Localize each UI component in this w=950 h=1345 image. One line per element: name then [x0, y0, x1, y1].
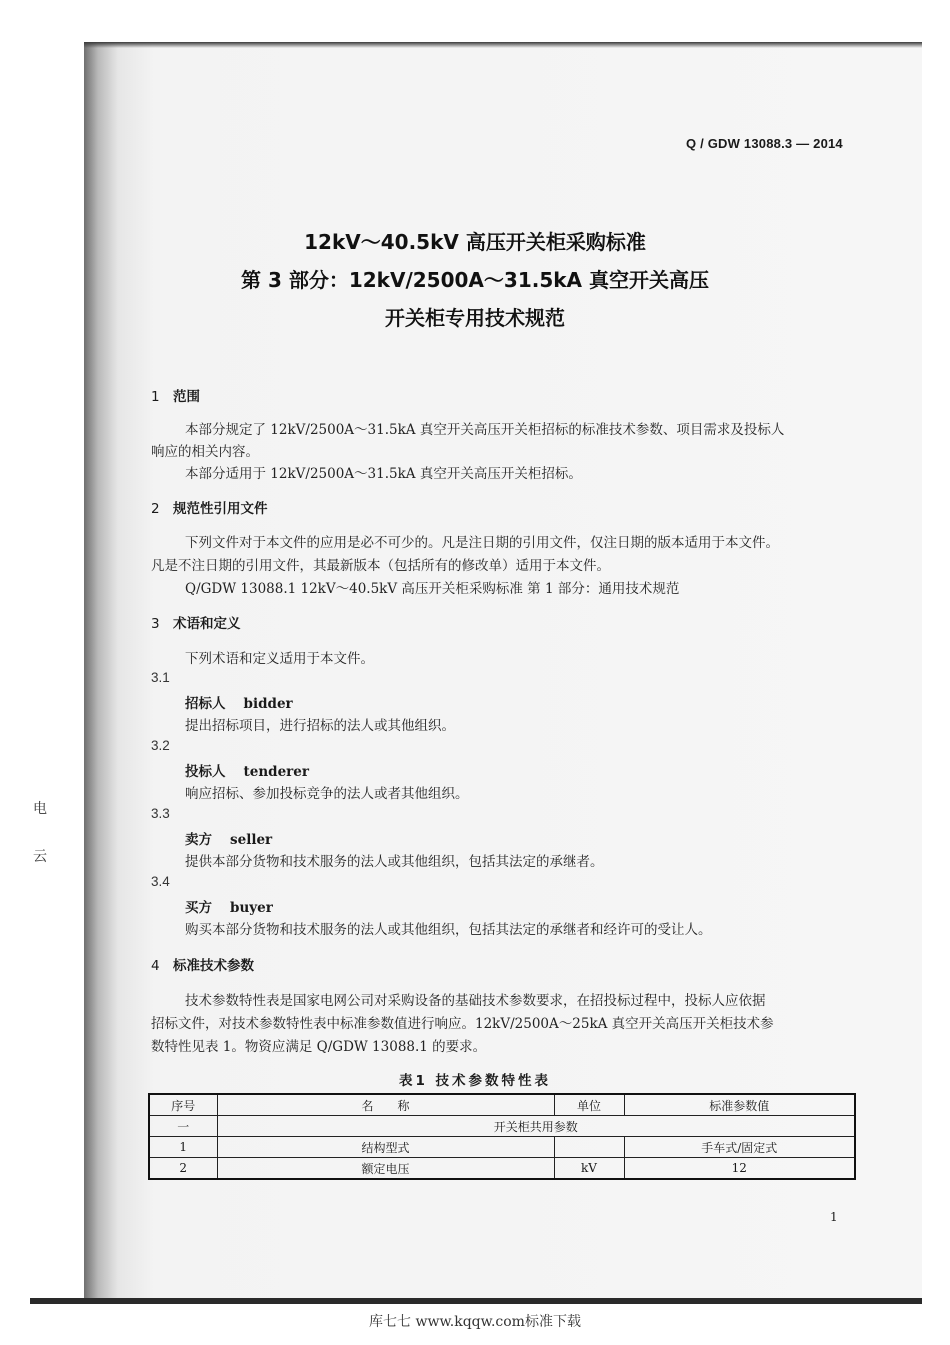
- technical-parameters-table: [148, 1093, 856, 1180]
- term-definition: 提出招标项目，进行招标的法人或其他组织。: [185, 718, 455, 734]
- section-title: 标准技术参数: [173, 958, 254, 974]
- paragraph: 下列术语和定义适用于本文件。: [185, 651, 374, 667]
- section-title: 规范性引用文件: [173, 501, 268, 517]
- table-cell: kV: [554, 1158, 624, 1180]
- clause-number: 3.1: [151, 670, 170, 685]
- clause-number: 3.4: [151, 874, 170, 889]
- footer-watermark: 库七七 www.kqqw.com标准下载: [369, 1314, 581, 1330]
- table-cell: 一: [149, 1116, 217, 1137]
- header-cell: 单位: [554, 1094, 624, 1116]
- paragraph: 下列文件对于本文件的应用是必不可少的。凡是注日期的引用文件，仅注日期的版本适用于本文件。: [185, 535, 779, 551]
- section-number: 1: [151, 389, 160, 405]
- page-number: 1: [830, 1210, 838, 1224]
- term-en: bidder: [243, 696, 293, 712]
- title-line-1: 12kV～40.5kV 高压开关柜采购标准: [304, 230, 646, 254]
- section-number: 4: [151, 958, 160, 974]
- section-title: 术语和定义: [173, 616, 241, 632]
- section-2-heading: [151, 497, 268, 517]
- paragraph: 招标文件，对技术参数特性表中标准参数值进行响应。12kV/2500A～25kA 真空开关高压开关柜技术参: [151, 1016, 774, 1032]
- clause-number: 3.2: [151, 738, 170, 753]
- term-definition: 响应招标、参加投标竞争的法人或者其他组织。: [185, 786, 469, 802]
- table-cell: 额定电压: [217, 1158, 554, 1180]
- header-cell: 名 称: [217, 1094, 554, 1116]
- table-cell: 手车式/固定式: [624, 1137, 855, 1158]
- table-group-row: [149, 1116, 855, 1137]
- term-definition: 提供本部分货物和技术服务的法人或其他组织，包括其法定的承继者。: [185, 854, 604, 870]
- table-cell: 开关柜共用参数: [217, 1116, 855, 1137]
- header-cell: 标准参数值: [624, 1094, 855, 1116]
- table-cell: 结构型式: [217, 1137, 554, 1158]
- paragraph: 响应的相关内容。: [151, 444, 259, 460]
- margin-mark: 电: [33, 801, 47, 817]
- term-zh: 投标人: [185, 764, 226, 780]
- term-en: seller: [230, 832, 273, 848]
- paragraph: 凡是不注日期的引用文件，其最新版本（包括所有的修改单）适用于本文件。: [151, 558, 610, 574]
- title-line-3: 开关柜专用技术规范: [385, 306, 565, 330]
- section-title: 范围: [173, 389, 200, 405]
- section-1-heading: [151, 385, 200, 405]
- section-number: 2: [151, 501, 160, 517]
- table-row: [149, 1158, 855, 1180]
- paragraph: 本部分规定了 12kV/2500A～31.5kA 真空开关高压开关柜招标的标准技术参数、项目需求及投标人: [185, 422, 785, 438]
- scan-bottom-edge: [30, 1298, 922, 1304]
- section-4-heading: [151, 954, 254, 974]
- term-zh: 招标人: [185, 696, 226, 712]
- section-3-heading: [151, 612, 241, 632]
- term-definition: 购买本部分货物和技术服务的法人或其他组织，包括其法定的承继者和经许可的受让人。: [185, 922, 712, 938]
- clause-number: 3.3: [151, 806, 170, 821]
- normative-reference: Q/GDW 13088.1 12kV～40.5kV 高压开关柜采购标准 第 1 部分：通用技术规范: [185, 581, 680, 597]
- table-caption: 表1 技术参数特性表: [398, 1073, 552, 1089]
- term-heading: [185, 828, 272, 848]
- document-code: Q / GDW 13088.3 — 2014: [686, 136, 843, 151]
- term-heading: [185, 692, 293, 712]
- table-cell: 1: [149, 1137, 217, 1158]
- paragraph: 本部分适用于 12kV/2500A～31.5kA 真空开关高压开关柜招标。: [185, 466, 582, 482]
- section-number: 3: [151, 616, 160, 632]
- term-heading: [185, 760, 309, 780]
- paragraph: 数特性见表 1。物资应满足 Q/GDW 13088.1 的要求。: [151, 1039, 487, 1055]
- table-cell: 2: [149, 1158, 217, 1180]
- table-header-row: [149, 1094, 855, 1116]
- table-row: [149, 1137, 855, 1158]
- header-cell: 序号: [149, 1094, 217, 1116]
- term-zh: 买方: [185, 900, 212, 916]
- term-en: buyer: [230, 900, 273, 916]
- table-cell: 12: [624, 1158, 855, 1180]
- margin-mark: 云: [33, 849, 47, 865]
- paragraph: 技术参数特性表是国家电网公司对采购设备的基础技术参数要求，在招投标过程中，投标人应依据: [185, 993, 766, 1009]
- term-en: tenderer: [243, 764, 309, 780]
- table-cell: [554, 1137, 624, 1158]
- term-zh: 卖方: [185, 832, 212, 848]
- term-heading: [185, 896, 273, 916]
- title-line-2: 第 3 部分：12kV/2500A～31.5kA 真空开关高压: [241, 268, 709, 292]
